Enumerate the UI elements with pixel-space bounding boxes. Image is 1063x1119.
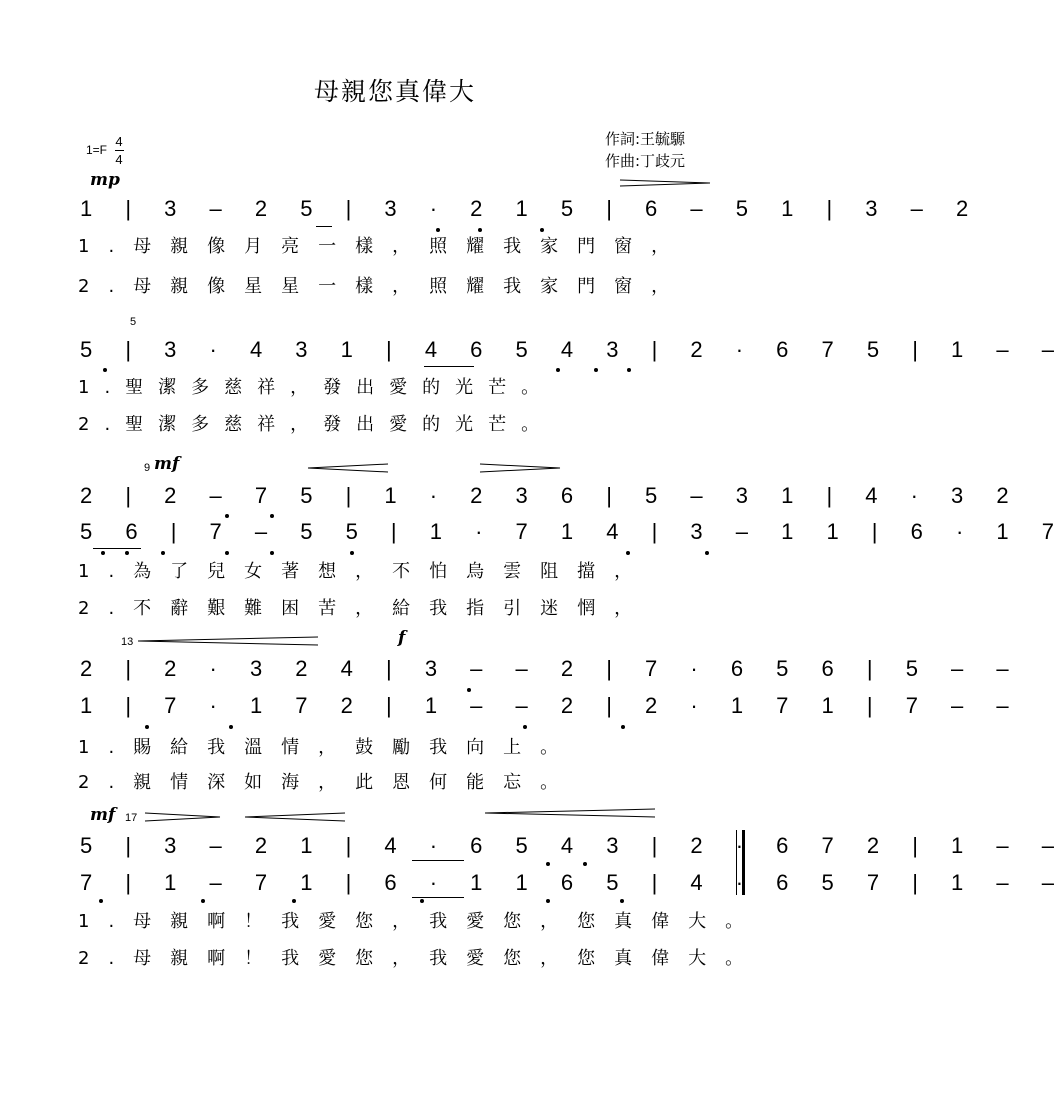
system3-upper-text: 2 | 2 – 7 5 | 1 · 2 3 6 | 5 – 3 1 | 4 · 3 2: [80, 483, 1019, 508]
system5-lyric1: 1.母親啊！我愛您，我愛您，您真偉大。: [78, 911, 763, 932]
measure-number-9: 9: [144, 462, 151, 474]
system5-lyric2: 2.母親啊！我愛您，我愛您，您真偉大。: [78, 948, 763, 969]
lyricist-credit: 作詞:王毓騵: [605, 130, 686, 148]
low-octave-dot: [225, 551, 229, 555]
low-octave-dot: [225, 514, 229, 518]
low-octave-dot: [420, 899, 424, 903]
song-title: 母親您真偉大: [313, 77, 476, 106]
low-octave-dot: [546, 899, 550, 903]
low-octave-dot: [270, 551, 274, 555]
crescendo-hairpin: [138, 636, 318, 646]
dynamic-mf: mf: [154, 454, 180, 474]
low-octave-dot: [620, 899, 624, 903]
system5-lower-text: 7 | 1 – 7 1 | 6 · 1 1 6 5 | 4 · 6 5 7 | 1 – –: [80, 870, 1063, 895]
decrescendo-hairpin: [480, 463, 560, 473]
dynamic-mf: mf: [90, 805, 116, 825]
underline-beam: [316, 226, 332, 227]
low-octave-dot: [103, 368, 107, 372]
system5-upper-text: 5 | 3 – 2 1 | 4 · 6 5 4 3 | 2 · 6 7 2 | 1 – –: [80, 833, 1063, 858]
low-octave-dot: [125, 551, 129, 555]
time-signature-divider: [115, 150, 124, 151]
low-octave-dot: [229, 725, 233, 729]
low-octave-dot: [145, 725, 149, 729]
low-octave-dot: [556, 368, 560, 372]
low-octave-dot: [270, 514, 274, 518]
system1-notes-text: 1 | 3 – 2 5 | 3 · 2 1 5 | 6 – 5 1 | 3 – 2: [80, 196, 978, 221]
system4-lyric1: 1.賜給我溫情，鼓勵我向上。: [78, 737, 578, 758]
system1-lyric2: 2.母親像星星一樣，照耀我家門窗，: [78, 276, 689, 297]
system2-notes-text: 5 | 3 · 4 3 1 | 4 6 5 4 3 | 2 · 6 7 5 | 1 – –: [80, 337, 1063, 362]
low-octave-dot: [101, 551, 105, 555]
underline-beam: [412, 897, 464, 898]
low-octave-dot: [161, 551, 165, 555]
system3-lower-text: 5 6 | 7 – 5 5 | 1 · 7 1 4 | 3 – 1 1 | 6 · 1 7: [80, 519, 1063, 544]
low-octave-dot: [705, 551, 709, 555]
low-octave-dot: [546, 862, 550, 866]
system1-lyric1: 1.母親像月亮一樣，照耀我家門窗，: [78, 236, 689, 257]
system3-lyric2: 2.不辭艱難困苦，給我指引迷惘，: [78, 598, 652, 619]
system4-upper-text: 2 | 2 · 3 2 4 | 3 – – 2 | 7 · 6 5 6 | 5 – –: [80, 656, 1019, 681]
low-octave-dot: [627, 368, 631, 372]
decrescendo-hairpin: [145, 812, 220, 822]
system2-lyric1: 1.聖潔多慈祥，發出愛的光芒。: [78, 377, 555, 398]
low-octave-dot: [594, 368, 598, 372]
measure-number-13: 13: [121, 636, 134, 648]
crescendo-hairpin: [485, 808, 655, 818]
underline-beam: [93, 548, 141, 549]
low-octave-dot: [523, 725, 527, 729]
system4-lyric2: 2.親情深如海，此恩何能忘。: [78, 772, 578, 793]
crescendo-hairpin: [308, 463, 388, 473]
decrescendo-hairpin: [620, 178, 710, 188]
low-octave-dot: [583, 862, 587, 866]
low-octave-dot: [626, 551, 630, 555]
low-octave-dot: [350, 551, 354, 555]
barline: [736, 830, 737, 895]
measure-number-17: 17: [125, 812, 138, 824]
underline-beam: [412, 860, 464, 861]
composer-credit: 作曲:丁歧元: [605, 152, 686, 170]
time-signature-top: 4: [115, 134, 123, 149]
measure-number-5: 5: [130, 316, 137, 328]
underline-beam: [424, 366, 474, 367]
low-octave-dot: [292, 899, 296, 903]
low-octave-dot: [99, 899, 103, 903]
low-octave-dot: [201, 899, 205, 903]
low-octave-dot: [467, 688, 471, 692]
low-octave-dot: [621, 725, 625, 729]
dynamic-f: f: [398, 628, 406, 648]
key-signature: 1=F: [86, 143, 108, 157]
crescendo-hairpin: [245, 812, 345, 822]
system3-lyric1: 1.為了兒女著想，不怕烏雲阻擋，: [78, 561, 652, 582]
system2-lyric2: 2.聖潔多慈祥，發出愛的光芒。: [78, 414, 555, 435]
dynamic-mp: mp: [90, 170, 120, 190]
time-signature-bottom: 4: [115, 152, 123, 167]
final-repeat-barline: [742, 830, 745, 895]
system4-lower-text: 1 | 7 · 1 7 2 | 1 – – 2 | 2 · 1 7 1 | 7 – –: [80, 693, 1019, 718]
